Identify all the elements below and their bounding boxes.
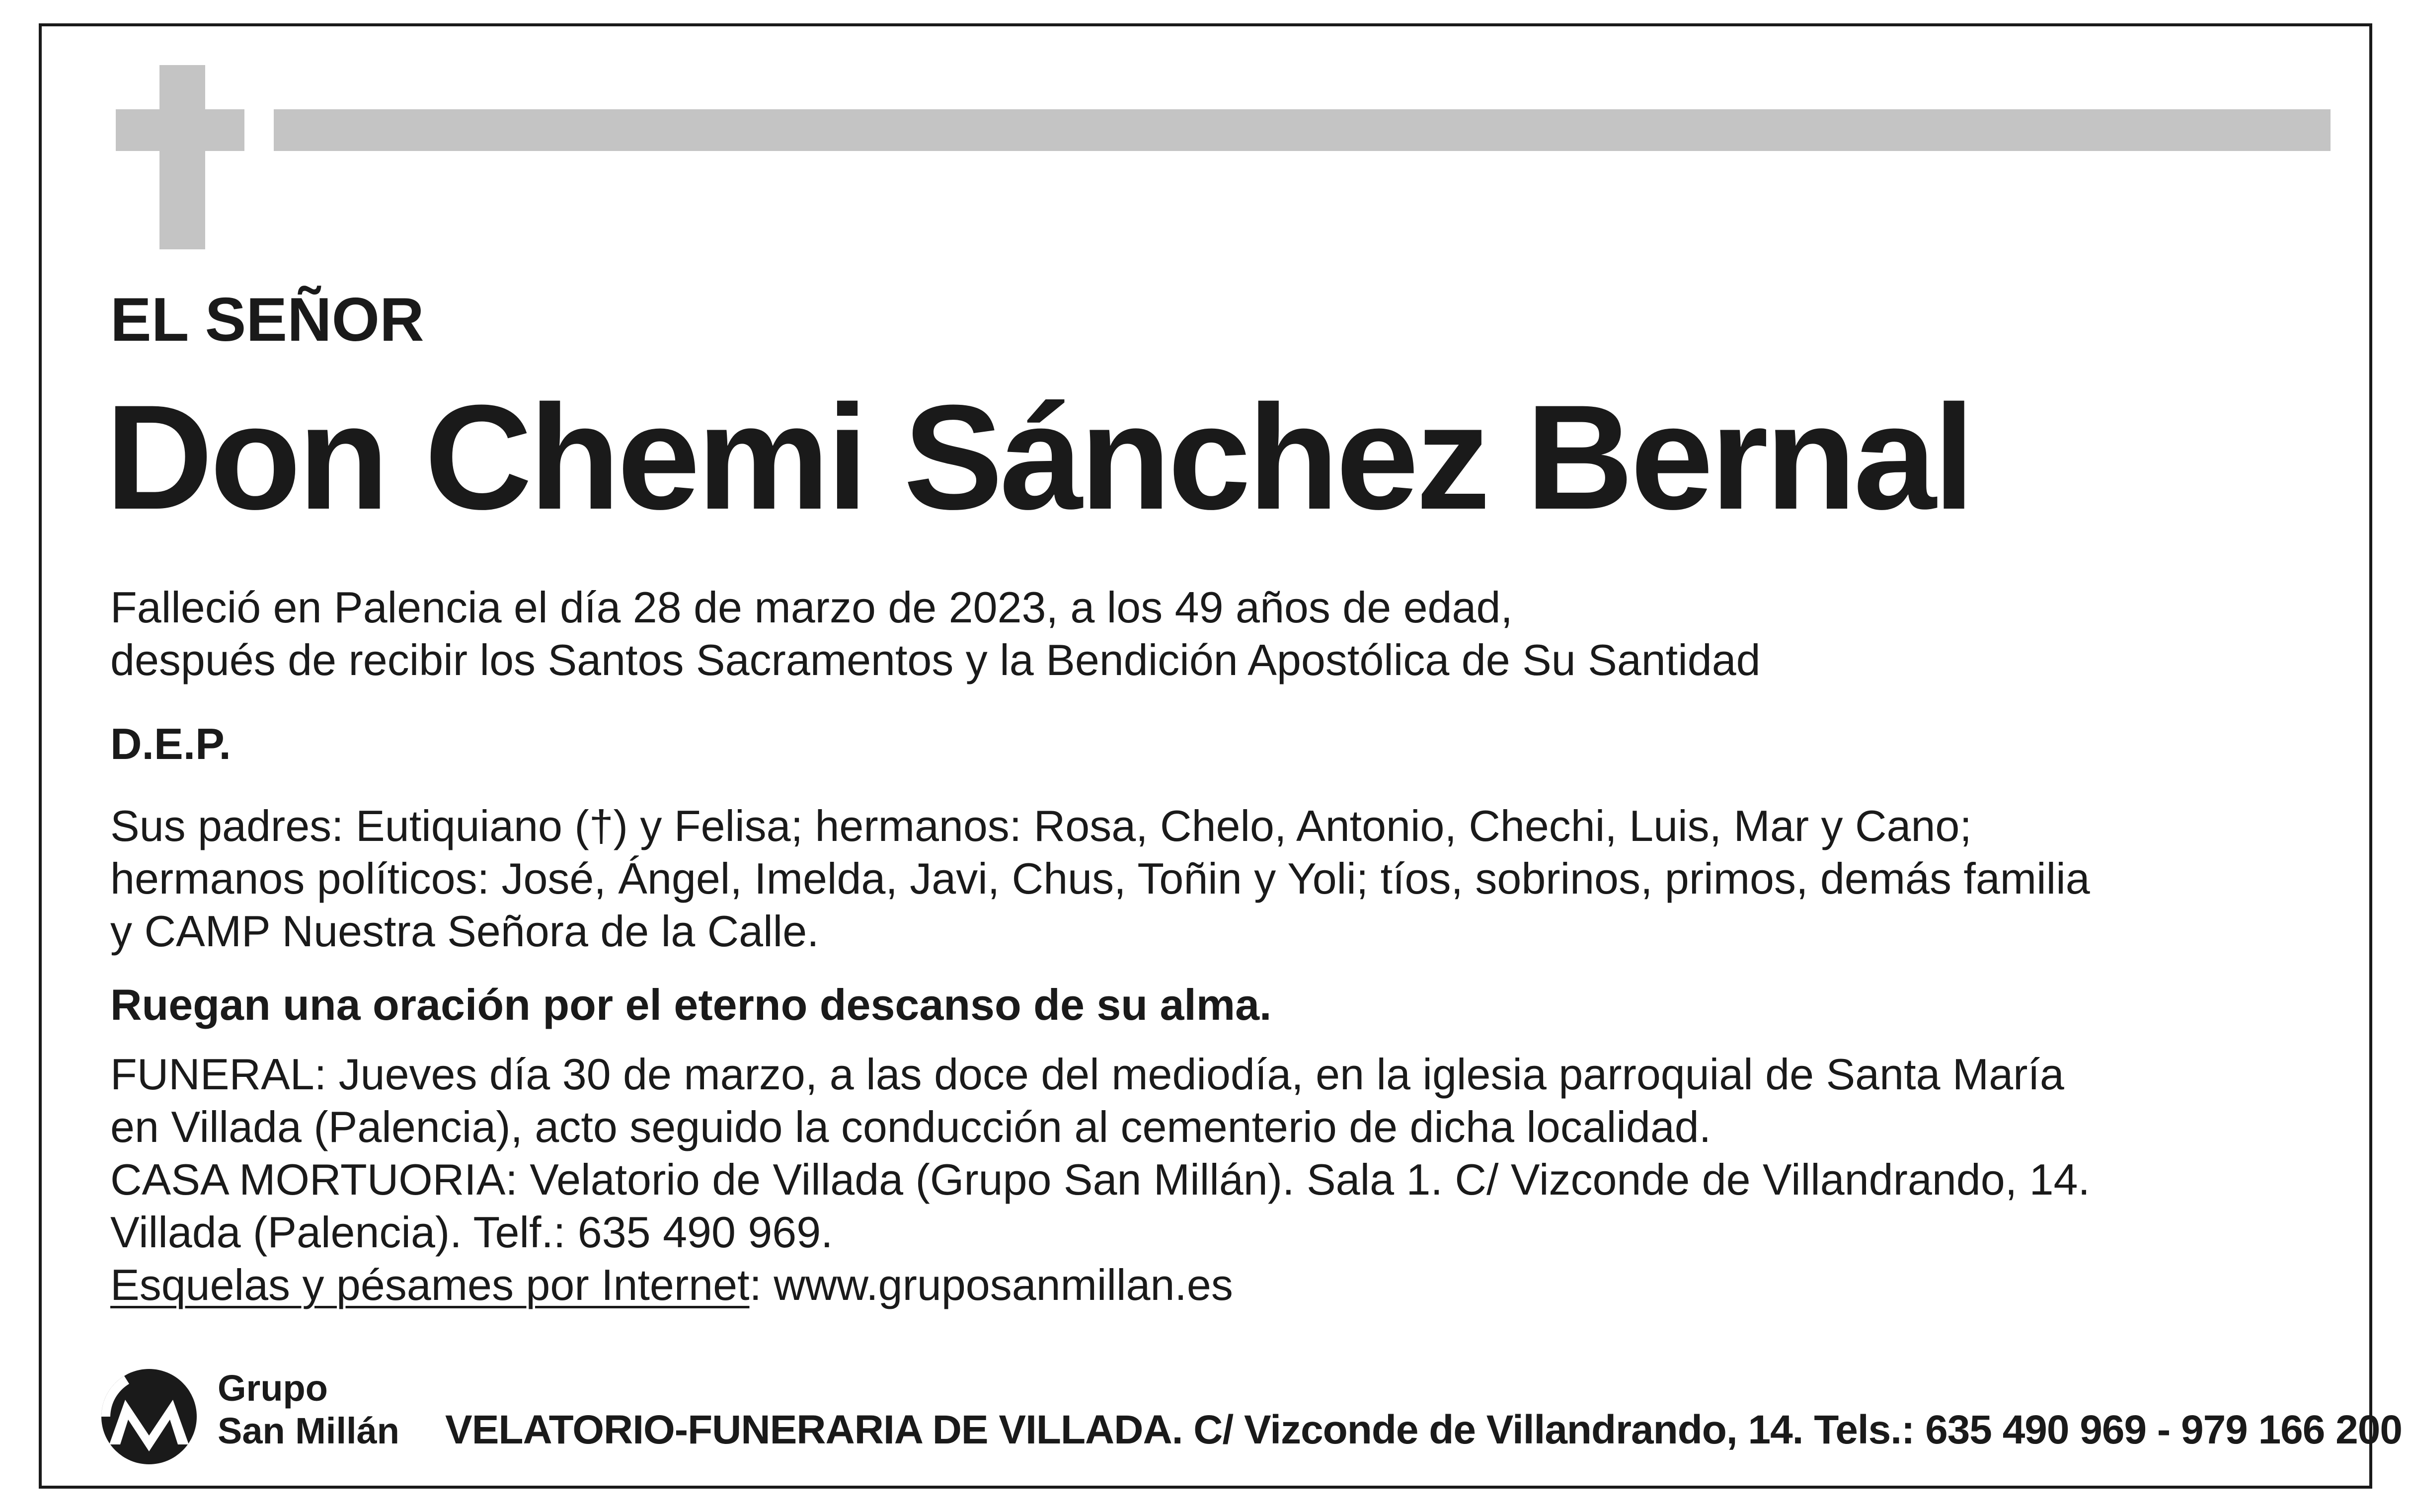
cross-vertical-bar — [159, 65, 205, 249]
family-line: y CAMP Nuestra Señora de la Calle. — [110, 907, 819, 956]
funeral-home-address: VELATORIO-FUNERARIA DE VILLADA. C/ Vizconde de Villandrando, 14. Tels.: 635 490 969 - 979 166 200 — [445, 1407, 2402, 1452]
honorific: EL SEÑOR — [110, 286, 424, 354]
funeral-line: Villada (Palencia). Telf.: 635 490 969. — [110, 1208, 833, 1257]
death-statement — [110, 581, 1761, 686]
death-line: después de recibir los Santos Sacramentos y la Bendición Apostólica de Su Santidad — [110, 635, 1761, 684]
internet-line — [110, 1259, 2090, 1311]
internet-separator: : — [749, 1260, 774, 1309]
funeral-details — [110, 1048, 2090, 1311]
dep-label: D.E.P. — [110, 719, 231, 768]
grupo-san-millan-logo — [94, 1361, 204, 1470]
logo-line: Grupo — [218, 1367, 328, 1409]
funeral-line: en Villada (Palencia), acto seguido la conducción al cementerio de dicha localidad. — [110, 1102, 1712, 1151]
family-list — [110, 800, 2090, 958]
death-line: Falleció en Palencia el día 28 de marzo de 2023, a los 49 años de edad, — [110, 583, 1513, 632]
cross-horizontal-bar — [116, 109, 244, 151]
prayer-request: Ruegan una oración por el eterno descanso de su alma. — [110, 980, 1272, 1029]
internet-url[interactable]: www.gruposanmillan.es — [774, 1260, 1233, 1309]
family-line: hermanos políticos: José, Ángel, Imelda, Javi, Chus, Toñin y Yoli; tíos, sobrinos, primos, demás familia — [110, 854, 2090, 903]
logo-wordmark — [218, 1367, 399, 1452]
family-line: Sus padres: Eutiquiano (†) y Felisa; hermanos: Rosa, Chelo, Antonio, Chechi, Luis, Mar y Cano; — [110, 801, 1972, 850]
funeral-line: CASA MORTUORIA: Velatorio de Villada (Grupo San Millán). Sala 1. C/ Vizconde de Villandrando, 14. — [110, 1155, 2090, 1204]
funeral-line: FUNERAL: Jueves día 30 de marzo, a las doce del mediodía, en la iglesia parroquial de Santa María — [110, 1050, 2064, 1099]
internet-label: Esquelas y pésames por Internet — [110, 1260, 750, 1309]
header-rule — [274, 109, 2331, 151]
deceased-name: Don Chemi Sánchez Bernal — [105, 374, 1972, 540]
logo-line: San Millán — [218, 1410, 399, 1451]
